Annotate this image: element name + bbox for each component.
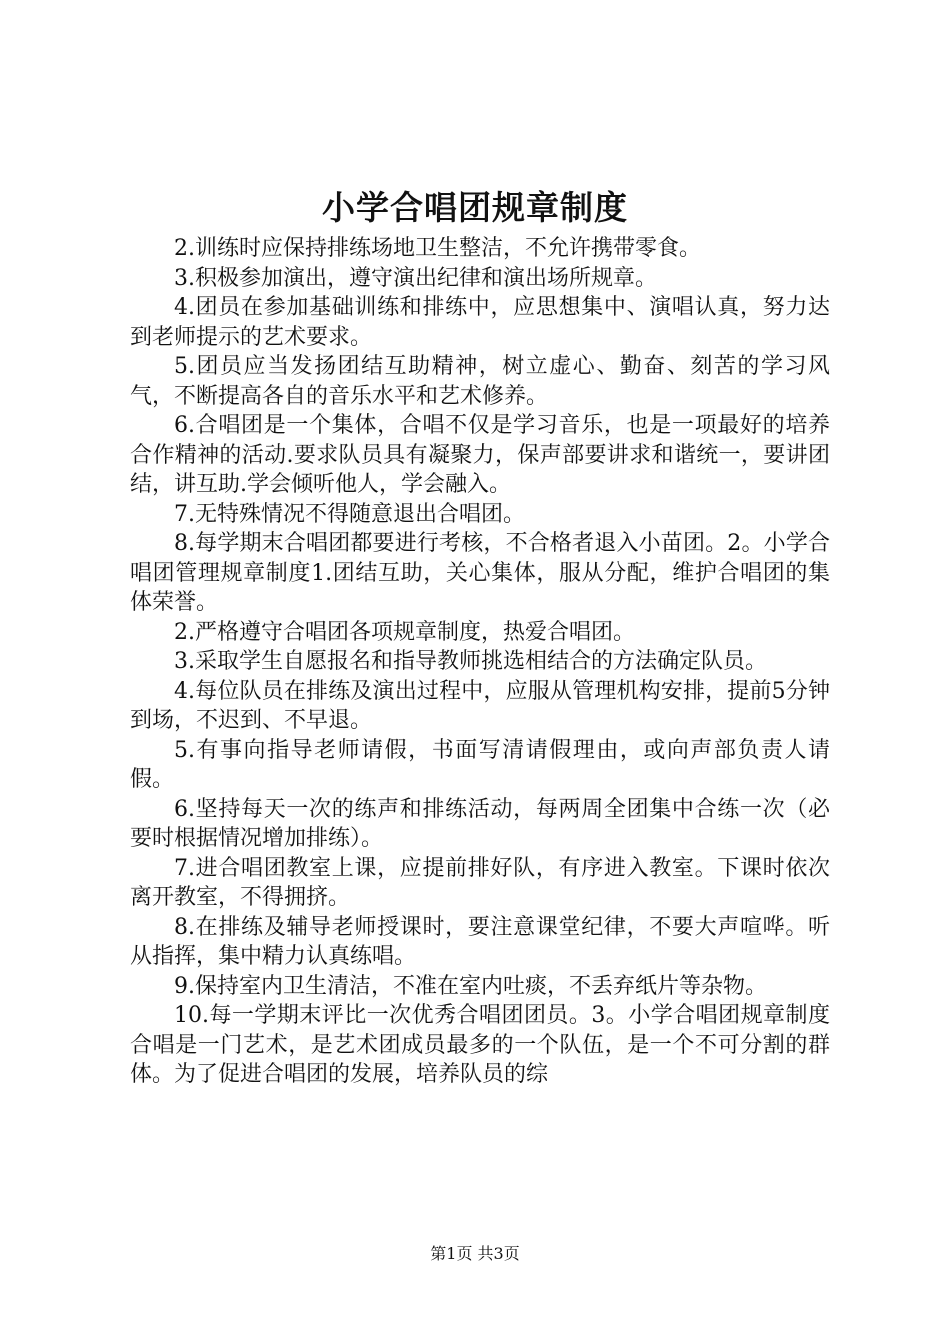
paragraph: 8.每学期末合唱团都要进行考核，不合格者退入小苗团。2。小学合唱团管理规章制度1.团结互助，关心集体，服从分配，维护合唱团的集体荣誉。 xyxy=(130,531,830,615)
paragraph: 6.合唱团是一个集体，合唱不仅是学习音乐，也是一项最好的培养合作精神的活动.要求队员具有凝聚力，保声部要讲求和谐统一，要讲团结，讲互助.学会倾听他人，学会融入。 xyxy=(130,413,830,497)
paragraph: 5.团员应当发扬团结互助精神，树立虚心、勤奋、刻苦的学习风气，不断提高各自的音乐水平和艺术修养。 xyxy=(130,354,830,409)
paragraph: 9.保持室内卫生清洁，不准在室内吐痰，不丢弃纸片等杂物。 xyxy=(174,973,767,999)
paragraph: 4.团员在参加基础训练和排练中，应思想集中、演唱认真，努力达到老师提示的艺术要求。 xyxy=(130,295,830,350)
paragraph: 5.有事向指导老师请假，书面写清请假理由，或向声部负责人请假。 xyxy=(130,737,830,792)
paragraph: 3.积极参加演出，遵守演出纪律和演出场所规章。 xyxy=(174,265,657,291)
paragraph: 10.每一学期末评比一次优秀合唱团团员。3。小学合唱团规章制度合唱是一门艺术，是艺术团成员最多的一个队伍，是一个不可分割的群体。为了促进合唱团的发展，培养队员的综 xyxy=(130,1003,830,1087)
paragraph: 3.采取学生自愿报名和指导教师挑选相结合的方法确定队员。 xyxy=(174,649,767,674)
document-title: 小学合唱团规章制度 xyxy=(322,188,628,227)
paragraph: 7.无特殊情况不得随意退出合唱团。 xyxy=(174,501,525,527)
paragraph: 8.在排练及辅导老师授课时，要注意课堂纪律，不要大声喧哗。听从指挥，集中精力认真练唱。 xyxy=(130,914,830,969)
paragraph: 2.严格遵守合唱团各项规章制度，热爱合唱团。 xyxy=(174,619,635,645)
paragraph: 6.坚持每天一次的练声和排练活动，每两周全团集中合练一次（必要时根据情况增加排练）。 xyxy=(130,796,830,851)
document-body xyxy=(130,234,830,1090)
page-footer: 第1页 共3页 xyxy=(430,1244,520,1263)
paragraph: 2.训练时应保持排练场地卫生整洁，不允许携带零食。 xyxy=(174,236,701,261)
paragraph: 4.每位队员在排练及演出过程中，应服从管理机构安排，提前5分钟到场，不迟到、不早退。 xyxy=(130,678,830,733)
paragraph: 7.进合唱团教室上课，应提前排好队，有序进入教室。下课时依次离开教室，不得拥挤。 xyxy=(130,855,830,910)
